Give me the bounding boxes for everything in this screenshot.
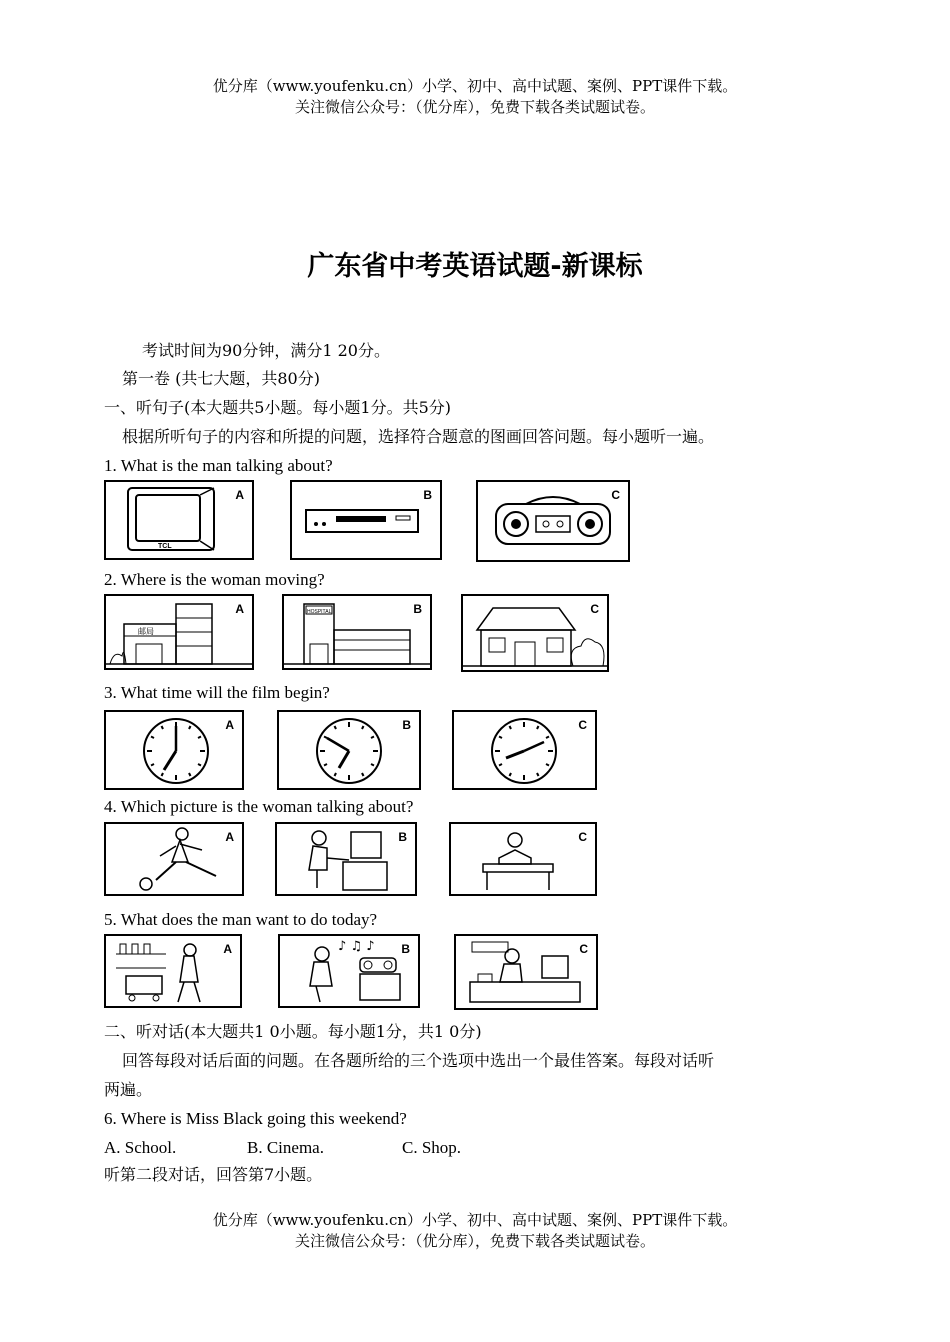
clock-icon (279, 712, 419, 788)
q6-option-b[interactable]: B. Cinema. (247, 1138, 324, 1157)
q4-picture-b[interactable] (275, 822, 417, 896)
music-listener-icon (280, 936, 418, 1006)
option-label: B (423, 488, 432, 502)
clock-icon (454, 712, 595, 788)
question-1: 1. What is the man talking about? (104, 456, 333, 475)
option-label: C (590, 602, 599, 616)
q5-picture-c[interactable] (454, 934, 598, 1010)
question-3: 3. What time will the film begin? (104, 683, 330, 702)
header-line-1: 优分库（www.youfenku.cn）小学、初中、高中试题、案例、PPT课件下载。 (212, 77, 738, 95)
clock-icon (106, 712, 242, 788)
radio-cassette-icon (478, 482, 628, 560)
option-label: C (578, 718, 587, 732)
page-title: 广东省中考英语试题-新课标 (307, 251, 643, 282)
music-note-icon: ♪ ♫ ♪ (338, 939, 375, 954)
q2-picture-a[interactable] (104, 594, 254, 670)
post-office-sign: 邮局 (138, 627, 154, 636)
q5-picture-a[interactable] (104, 934, 242, 1008)
section-one-heading: 一、听句子(本大题共5小题。每小题1分。共5分) (104, 398, 452, 417)
header-line-2: 关注微信公众号：（优分库），免费下载各类试题试卷。 (294, 98, 655, 116)
q1-picture-b[interactable] (290, 480, 442, 560)
hospital-icon (284, 596, 430, 668)
option-label: B (413, 602, 422, 616)
option-label: A (225, 830, 234, 844)
tv-brand: TCL (158, 543, 172, 550)
dvd-player-icon (292, 482, 440, 558)
office-worker-icon (456, 936, 596, 1008)
question-5: 5. What does the man want to do today? (104, 910, 378, 929)
option-label: C (578, 830, 587, 844)
section-one-instructions: 根据所听句子的内容和所提的问题，选择符合题意的图画回答问题。每小题听一遍。 (122, 427, 715, 446)
q3-picture-a[interactable] (104, 710, 244, 790)
option-label: A (225, 718, 234, 732)
option-label: C (579, 942, 588, 956)
q2-picture-b[interactable] (282, 594, 432, 670)
hospital-sign: HOSPITAL (307, 609, 332, 615)
question-2: 2. Where is the woman moving? (104, 570, 325, 589)
exam-time: 考试时间为90分钟，满分1 20分。 (142, 341, 390, 360)
q4-picture-a[interactable] (104, 822, 244, 896)
q2-picture-c[interactable] (461, 594, 609, 672)
q3-picture-b[interactable] (277, 710, 421, 790)
q4-picture-c[interactable] (449, 822, 597, 896)
section-two-instructions-cont: 两遍。 (104, 1080, 153, 1099)
q3-picture-c[interactable] (452, 710, 597, 790)
q1-picture-a[interactable] (104, 480, 254, 560)
reading-student-icon (451, 824, 595, 894)
q5-picture-b[interactable] (278, 934, 420, 1008)
question-6: 6. Where is Miss Black going this weekend? (104, 1109, 407, 1128)
q6-option-a[interactable]: A. School. (104, 1138, 177, 1157)
q1-picture-c[interactable] (476, 480, 630, 562)
tv-icon (106, 482, 252, 558)
part-one-heading: 第一卷 (共七大题，共80分) (122, 369, 320, 388)
option-label: B (401, 942, 410, 956)
option-label: C (611, 488, 620, 502)
option-label: A (223, 942, 232, 956)
post-office-icon (106, 596, 252, 668)
question-4: 4. Which picture is the woman talking about? (104, 797, 414, 816)
q6-option-c[interactable]: C. Shop. (402, 1138, 462, 1157)
option-label: A (235, 488, 244, 502)
house-icon (463, 596, 607, 670)
shopping-icon (106, 936, 240, 1006)
next-dialogue-note: 听第二段对话，回答第7小题。 (104, 1165, 323, 1184)
footer-line-2: 关注微信公众号：（优分库），免费下载各类试题试卷。 (294, 1232, 655, 1250)
option-label: B (398, 830, 407, 844)
section-two-heading: 二、听对话(本大题共1 0小题。每小题1分，共1 0分) (104, 1022, 482, 1041)
footer-line-1: 优分库（www.youfenku.cn）小学、初中、高中试题、案例、PPT课件下载。 (212, 1211, 738, 1229)
option-label: B (402, 718, 411, 732)
section-two-instructions: 回答每段对话后面的问题。在各题所给的三个选项中选出一个最佳答案。每段对话听 (122, 1051, 715, 1070)
football-player-icon (106, 824, 242, 894)
computer-user-icon (277, 824, 415, 894)
option-label: A (235, 602, 244, 616)
